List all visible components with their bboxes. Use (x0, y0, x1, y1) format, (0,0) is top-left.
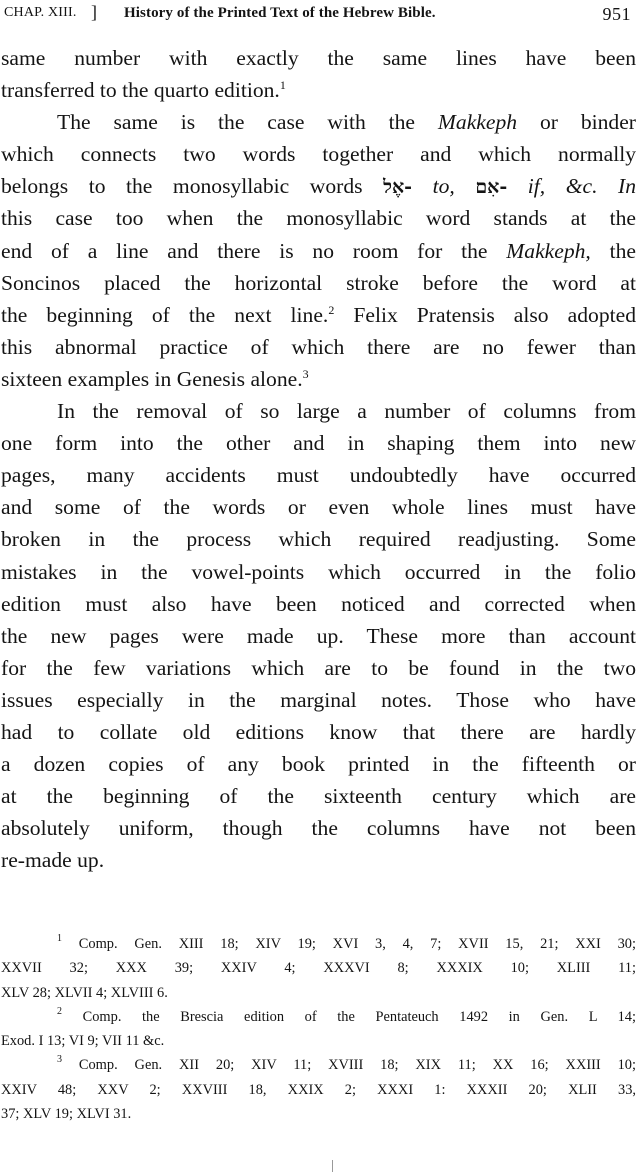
text-line (1, 331, 636, 363)
text-span: same number with exactly the same lines have been (1, 46, 636, 70)
footnote-line: XLV 28; XLVII 4; XLVIII 6. (1, 984, 168, 1001)
scan-mark (332, 1160, 333, 1172)
hebrew-word: ‑אִם (475, 176, 508, 199)
text-line (1, 363, 636, 395)
text-line (1, 106, 636, 138)
text-line (1, 202, 636, 234)
text-span: sixteen examples in Genesis alone. (1, 366, 303, 391)
text-line: pages, many accidents must undoubtedly have occurred (1, 463, 636, 488)
italic-term: Makkeph (437, 110, 518, 135)
italic-term: Makkeph, (506, 238, 591, 263)
main-text (1, 42, 636, 876)
text-line (1, 138, 636, 170)
text-span: if, &c. In (507, 174, 636, 199)
footnote-ref: 1 (279, 77, 286, 92)
text-line: broken in the process which required readjusting. Some (1, 527, 636, 552)
text-span: end of a line and there is no room for the (1, 238, 507, 263)
text-line: absolutely uniform, though the columns have not been (1, 816, 636, 841)
text-line (1, 74, 636, 106)
text-span: belongs to the monosyllabic words (1, 174, 384, 199)
text-span: Comp. the Brescia edition of the Pentateuch 1492 in Gen. L 14; (82, 1008, 636, 1025)
chapter-label: CHAP. XIII. (4, 5, 77, 20)
text-line (1, 170, 636, 202)
footnote-line (1, 1053, 636, 1077)
footnote-line: XXVII 32; XXX 39; XXIV 4; XXXVI 8; XXXIX 10; XLIII 11; (1, 960, 636, 977)
text-line: issues especially in the marginal notes. Those who have (1, 687, 636, 712)
text-line: a dozen copies of any book printed in the fifteenth or (1, 752, 636, 777)
footnote-line: Exod. I 13; VI 9; VII 11 &c. (1, 1033, 165, 1050)
running-title: History of the Printed Text of the Hebrew Bible. (124, 5, 436, 21)
text-span: the (590, 238, 636, 263)
text-line: had to collate old editions know that there are hardly (1, 719, 636, 744)
text-line: edition must also have been noticed and corrected when (1, 591, 636, 616)
footnote-mark: 3 (57, 1054, 62, 1066)
footnote-mark: 1 (57, 933, 62, 944)
hebrew-word: ‑אֶל (383, 176, 413, 199)
text-span: transferred to the quarto edition. (1, 78, 280, 103)
text-span: this case too when the monosyllabic word stands at the (1, 206, 636, 231)
footnote-line (1, 932, 636, 956)
text-span: Comp. Gen. XIII 18; XIV 19; XVI 3, 4, 7; XVII 15, 21; XXI 30; (78, 936, 636, 952)
footnote-line: 37; XLV 19; XLVI 31. (1, 1106, 132, 1123)
footnote-mark: 2 (57, 1005, 62, 1017)
page-number: 951 (602, 4, 631, 24)
footnote-line: XXIV 48; XXV 2; XXVIII 18, XXIX 2; XXXI 1: XXXII 20; XLII 33, (1, 1081, 636, 1098)
footnote-ref: 3 (302, 366, 309, 381)
text-line: the new pages were made up. These more than account (1, 623, 636, 648)
text-line (1, 299, 636, 331)
text-span: or binder (517, 110, 636, 135)
header-bracket: ] (91, 2, 97, 22)
text-line: for the few variations which are to be found in the two (1, 655, 636, 680)
footnote-line (1, 1005, 636, 1029)
text-span: The same is the case with the (57, 110, 438, 135)
text-line: re-made up. (1, 848, 105, 873)
footnote-ref: 2 (328, 302, 335, 317)
text-line: at the beginning of the sixteenth century which are (1, 784, 636, 809)
text-span: this abnormal practice of which there are no fewer than (1, 334, 636, 359)
text-line: mistakes in the vowel-points which occurred in the folio (1, 559, 636, 584)
text-line: In the removal of so large a number of columns from (57, 399, 636, 424)
text-line (1, 42, 636, 74)
text-line (1, 267, 636, 299)
text-span: which connects two words together and which normally (1, 142, 636, 167)
text-line (1, 235, 636, 267)
text-span: Comp. Gen. XII 20; XIV 11; XVIII 18; XIX 11; XX 16; XXIII 10; (78, 1057, 636, 1074)
text-line: one form into the other and in shaping them into new (1, 431, 636, 456)
text-span: the beginning of the next line. (1, 302, 329, 327)
running-header (4, 3, 631, 29)
text-span: Soncinos placed the horizontal stroke before the word at (1, 270, 636, 295)
text-line: and some of the words or even whole lines must have (1, 495, 636, 520)
footnotes (1, 932, 636, 1126)
italic-term: to, (412, 174, 476, 199)
text-span: Felix Pratensis also adopted (334, 302, 636, 327)
